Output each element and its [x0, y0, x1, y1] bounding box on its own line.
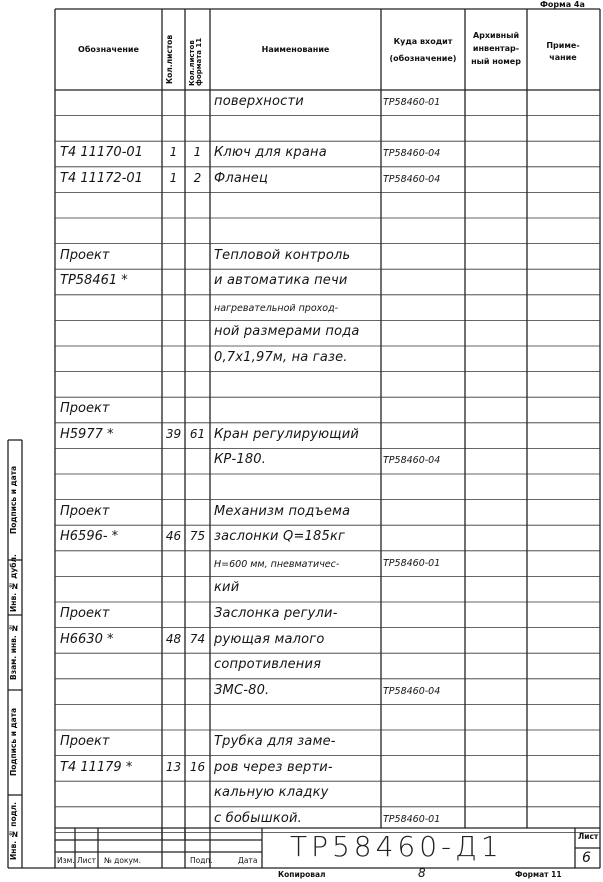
table-row — [0, 704, 603, 730]
where-used-cell: ТР58460-04 — [383, 148, 441, 160]
format-cell: 2 — [193, 170, 202, 185]
table-row — [0, 320, 603, 346]
side-label-sign-date-2: Подпись и дата — [9, 465, 18, 534]
name-cell: кий — [214, 580, 240, 596]
designation-cell: Проект — [60, 734, 110, 749]
document-code: ТР58460-Д1 — [290, 830, 503, 863]
name-cell: Фланец — [214, 170, 269, 186]
table-row — [0, 807, 603, 833]
name-cell: с бобышкой. — [214, 810, 303, 826]
table-row — [0, 551, 603, 577]
where-used-cell: ТР58460-04 — [383, 685, 441, 697]
header-note: Приме- чание — [546, 41, 580, 62]
table-row — [0, 679, 603, 705]
form-label: Форма 4а — [540, 0, 585, 9]
designation-cell: ТР58461 * — [60, 273, 128, 289]
where-used-cell: ТР58460-04 — [383, 173, 441, 185]
table-row — [0, 372, 603, 398]
side-label-sign-date-1: Подпись и дата — [9, 707, 18, 777]
where-used-cell: ТР58460-01 — [383, 557, 441, 569]
side-label-replace-inv: Взам. инв. № — [9, 623, 18, 681]
footer-col-izm: Изм. — [57, 856, 75, 865]
table-row — [0, 141, 603, 167]
table-row — [0, 576, 603, 602]
table-row — [0, 295, 603, 321]
table-row — [0, 397, 603, 423]
table-row — [0, 730, 603, 756]
designation-cell: Проект — [60, 247, 110, 263]
table-row — [0, 269, 603, 295]
format-cell: 1 — [193, 145, 202, 160]
name-cell: заслонки Q=185кг — [214, 529, 346, 545]
name-cell: поверхности — [214, 94, 304, 109]
sheets-cell: 1 — [169, 145, 178, 160]
sheet-number: 6 — [582, 850, 591, 866]
designation-cell: Проект — [60, 401, 110, 417]
name-cell: и автоматика печи — [214, 273, 348, 289]
table-row — [0, 90, 603, 116]
name-cell: Механизм подъема — [214, 503, 351, 519]
designation-cell: Проект — [60, 503, 110, 519]
name-cell: КР-180. — [214, 452, 267, 468]
table-row — [0, 525, 603, 551]
sheets-cell: 1 — [169, 170, 178, 185]
footer-col-sign: Подп. — [190, 856, 213, 865]
name-cell: рующая малого — [214, 631, 325, 647]
footer-col-doc: № докум. — [104, 856, 141, 865]
table-row — [0, 756, 603, 782]
table-row — [0, 423, 603, 449]
name-cell: Кран регулирующий — [214, 426, 360, 442]
format-cell: 75 — [189, 529, 206, 544]
name-cell: Тепловой контроль — [214, 247, 351, 263]
format-cell: 16 — [189, 759, 206, 774]
footer-col-list: Лист — [77, 856, 97, 865]
footer-col-date: Дата — [238, 856, 258, 865]
format-label: Формат 11 — [515, 870, 562, 879]
table-row — [0, 116, 603, 142]
header-archive-number: Архивный инвентар- ный номер — [471, 31, 521, 66]
name-cell: 0,7x1,97м, на газе. — [214, 350, 348, 365]
side-label-inv-dupl: Инв. № дубл. — [9, 554, 18, 612]
table-row — [0, 781, 603, 807]
name-cell: ЗМС-80. — [214, 682, 270, 698]
table-row — [0, 448, 603, 474]
table-row — [0, 192, 603, 218]
where-used-cell: ТР58460-01 — [383, 97, 441, 108]
table-row — [0, 346, 603, 372]
name-cell: Н=600 мм, пневматичес- — [214, 558, 340, 570]
table-row — [0, 628, 603, 654]
table-row — [0, 653, 603, 679]
header-name: Наименование — [261, 45, 330, 54]
designation-cell: Т4 11172-01 — [60, 170, 143, 186]
name-cell: Ключ для крана — [214, 145, 327, 161]
sheets-cell: 46 — [165, 529, 182, 544]
header-designation: Обозначение — [78, 45, 139, 54]
name-cell: ной размерами пода — [214, 324, 360, 340]
side-label-inv-orig: Инв. № подл. — [9, 802, 18, 861]
designation-cell: Т4 11170-01 — [60, 145, 143, 161]
header-sheet-count-format: Кол.листов формата 11 — [188, 37, 203, 86]
format-cell: 74 — [189, 631, 206, 646]
name-cell: ров через верти- — [214, 759, 333, 775]
sheets-cell: 13 — [165, 759, 182, 774]
copied-label: Копировал — [278, 870, 326, 879]
header-where-used: Куда входит (обозначение) — [389, 37, 457, 63]
name-cell: нагревательной проход- — [214, 302, 339, 314]
designation-cell: Т4 11179 * — [60, 759, 133, 775]
sheets-cell: 39 — [165, 426, 182, 441]
designation-cell: Н5977 * — [60, 426, 114, 442]
table-row — [0, 602, 603, 628]
designation-cell: Н6596- * — [60, 529, 119, 545]
table-row — [0, 244, 603, 270]
designation-cell: Н6630 * — [60, 631, 114, 647]
designation-cell: Проект — [60, 606, 110, 621]
header-sheet-count: Кол.листов — [165, 34, 174, 84]
name-cell: кальную кладку — [214, 785, 329, 801]
name-cell: Трубка для заме- — [214, 734, 336, 749]
name-cell: сопротивления — [214, 657, 322, 673]
format-cell: 61 — [189, 426, 206, 441]
sheets-cell: 48 — [165, 631, 182, 646]
sheet-label: Лист — [578, 832, 599, 841]
where-used-cell: ТР58460-04 — [383, 455, 441, 467]
copy-mark: 8 — [418, 866, 426, 880]
table-row — [0, 500, 603, 526]
name-cell: Заслонка регули- — [214, 606, 338, 621]
table-row — [0, 167, 603, 193]
table-row — [0, 474, 603, 500]
where-used-cell: ТР58460-01 — [383, 813, 441, 825]
table-row — [0, 218, 603, 244]
